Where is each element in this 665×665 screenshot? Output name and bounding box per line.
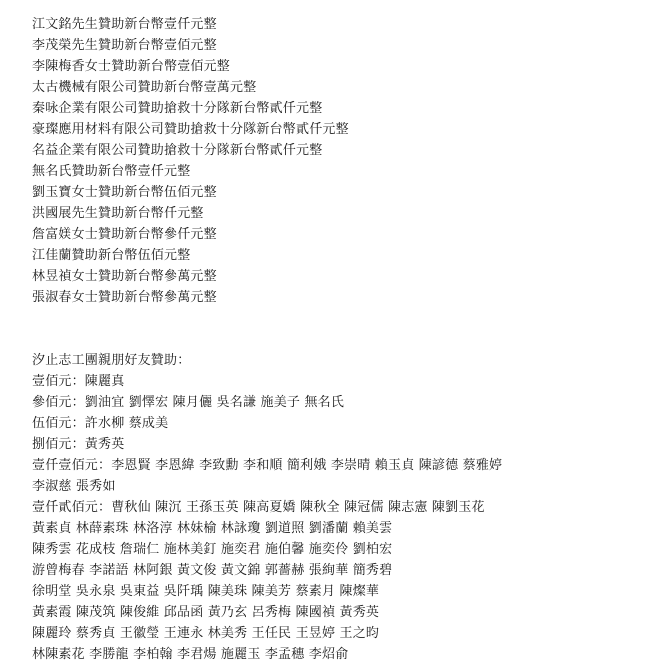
donation-line: 江文銘先生贊助新台幣壹仟元整 <box>32 17 217 32</box>
donation-list <box>32 14 645 308</box>
donation-line: 李陳梅香女士贊助新台幣壹佰元整 <box>32 59 231 74</box>
volunteer-entry: 陳秀雲 花成枝 詹瑞仁 施林美釘 施奕君 施伯馨 施奕伶 劉柏宏 <box>32 542 393 557</box>
volunteer-entry: 黃素霞 陳茂筑 陳俊維 邱品函 黃乃玄 呂秀梅 陳國禎 黃秀英 <box>32 605 380 620</box>
donation-line: 秦咏企業有限公司贊助搶救十分隊新台幣貳仟元整 <box>32 101 323 116</box>
volunteer-entry: 李淑慈 張秀如 <box>32 479 116 494</box>
donation-line: 張淑春女士贊助新台幣參萬元整 <box>32 290 217 305</box>
donation-line: 詹富媄女士贊助新台幣參仟元整 <box>32 227 217 242</box>
section-spacer <box>32 308 645 329</box>
volunteer-entry: 壹佰元：陳麗真 <box>32 374 125 389</box>
volunteer-section <box>32 350 645 665</box>
donation-line: 無名氏贊助新台幣壹仟元整 <box>32 164 191 179</box>
donation-line: 洪國展先生贊助新台幣仟元整 <box>32 206 204 221</box>
donation-line: 豪璨應用材料有限公司贊助搶救十分隊新台幣貳仟元整 <box>32 122 349 137</box>
volunteer-entry: 壹仟貳佰元：曹秋仙 陳沉 王孫玉英 陳高夏嬌 陳秋全 陳冠儒 陳志憲 陳劉玉花 <box>32 500 485 515</box>
volunteer-entry: 林陳素花 李勝龍 李柏翰 李君煬 施麗玉 李孟穗 李炤俞 <box>32 647 349 662</box>
volunteer-entry: 徐明堂 吳永泉 吳東益 吳阡瑀 陳美珠 陳美芳 蔡素月 陳燦華 <box>32 584 380 599</box>
volunteer-section-heading: 汐止志工團親朋好友贊助： <box>32 353 191 368</box>
volunteer-entry: 參佰元：劉油宜 劉懌宏 陳月儷 吳名謙 施美子 無名氏 <box>32 395 345 410</box>
volunteer-entry: 捌佰元：黃秀英 <box>32 437 125 452</box>
volunteer-entry: 伍佰元：許水柳 蔡成美 <box>32 416 169 431</box>
donation-line: 太古機械有限公司贊助新台幣壹萬元整 <box>32 80 257 95</box>
donation-line: 江佳蘭贊助新台幣伍佰元整 <box>32 248 191 263</box>
section-spacer <box>32 329 645 350</box>
volunteer-entry: 壹仟壹佰元：李恩賢 李恩緯 李致勳 李和順 簡利娥 李崇晴 賴玉貞 陳諺德 蔡雅婷 <box>32 458 503 473</box>
donation-line: 李茂榮先生贊助新台幣壹佰元整 <box>32 38 217 53</box>
donation-line: 名益企業有限公司贊助搶救十分隊新台幣貳仟元整 <box>32 143 323 158</box>
donation-line: 劉玉寶女士贊助新台幣伍佰元整 <box>32 185 217 200</box>
volunteer-entry: 黃素貞 林薛素珠 林洛淳 林妹榆 林詠瓊 劉道照 劉潘蘭 賴美雲 <box>32 521 393 536</box>
volunteer-entry: 游曾梅春 李諾語 林阿銀 黃文俊 黃文錦 郭薔赫 張絢華 簡秀碧 <box>32 563 393 578</box>
volunteer-entry: 陳麗玲 蔡秀貞 王徽瑩 王連永 林美秀 王任民 王昱婷 王之昀 <box>32 626 380 641</box>
donation-line: 林昱禎女士贊助新台幣參萬元整 <box>32 269 217 284</box>
